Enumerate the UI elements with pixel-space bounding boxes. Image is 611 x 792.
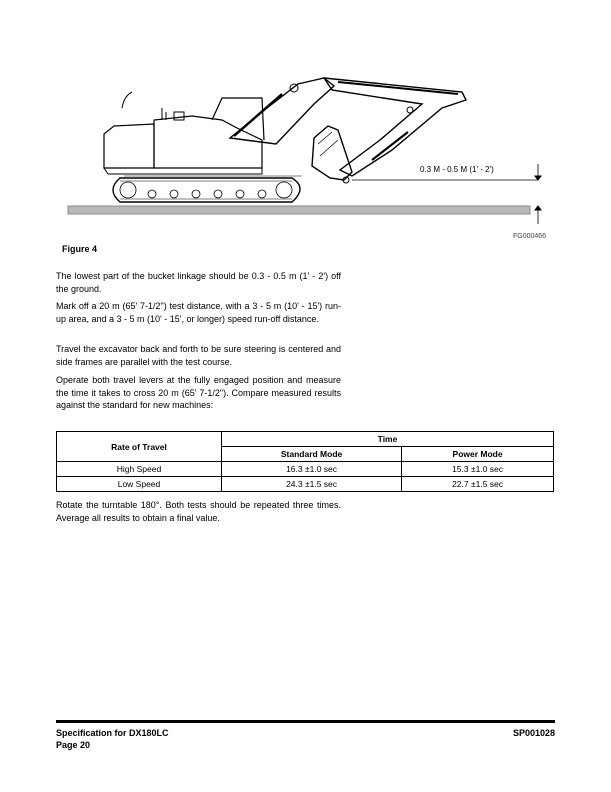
table-row	[57, 462, 554, 477]
rate-of-travel-header: Rate of Travel	[57, 432, 222, 462]
figure-caption: Figure 4	[62, 244, 98, 254]
ground-strip	[68, 206, 530, 214]
row-label: Low Speed	[57, 477, 222, 492]
footer-document-code: SP001028	[512, 728, 555, 738]
power-mode-header: Power Mode	[402, 447, 554, 462]
standard-value: 16.3 ±1.0 sec	[222, 462, 402, 477]
paragraph-operate: Operate both travel levers at the fully engaged position and measure the time it takes to cross 20 m (65' 7-1/2"). Compare measured results against the standard for new machines:	[56, 375, 341, 411]
footer-title: Specification for DX180LC	[56, 728, 169, 738]
travel-rate-table	[56, 431, 554, 492]
footer-rule	[56, 720, 555, 723]
standard-value: 24.3 ±1.5 sec	[222, 477, 402, 492]
paragraph-steering: Travel the excavator back and forth to be sure steering is centered and side frames are parallel with the test course.	[56, 344, 341, 367]
measurement-label: 0.3 M - 0.5 M (1' - 2')	[420, 165, 494, 174]
excavator-figure	[62, 68, 562, 244]
time-header: Time	[222, 432, 554, 447]
track-frame	[113, 178, 300, 202]
paragraph-test-distance: Mark off a 20 m (65' 7-1/2") test distance, with a 3 - 5 m (10' - 15') run-up area, and a 3 - 5 m (10' - 15', or longer) speed run-off distance.	[56, 301, 341, 324]
figure-code: FG000466	[513, 233, 547, 240]
standard-mode-header: Standard Mode	[222, 447, 402, 462]
footer-page-number: Page 20	[56, 740, 91, 750]
table-header-row	[57, 432, 554, 447]
paragraph-closing: Rotate the turntable 180°. Both tests should be repeated three times. Average all results to obtain a final value.	[56, 500, 341, 523]
excavator-drawing	[62, 68, 562, 244]
counterweight	[104, 124, 154, 168]
upper-body	[154, 116, 262, 168]
track-rollers	[120, 182, 292, 198]
bucket	[312, 126, 352, 180]
row-label: High Speed	[57, 462, 222, 477]
paragraph-bucket-height: The lowest part of the bucket linkage should be 0.3 - 0.5 m (1' - 2') off the ground.	[56, 271, 341, 294]
power-value: 22.7 ±1.5 sec	[402, 477, 554, 492]
table-row	[57, 477, 554, 492]
power-value: 15.3 ±1.0 sec	[402, 462, 554, 477]
